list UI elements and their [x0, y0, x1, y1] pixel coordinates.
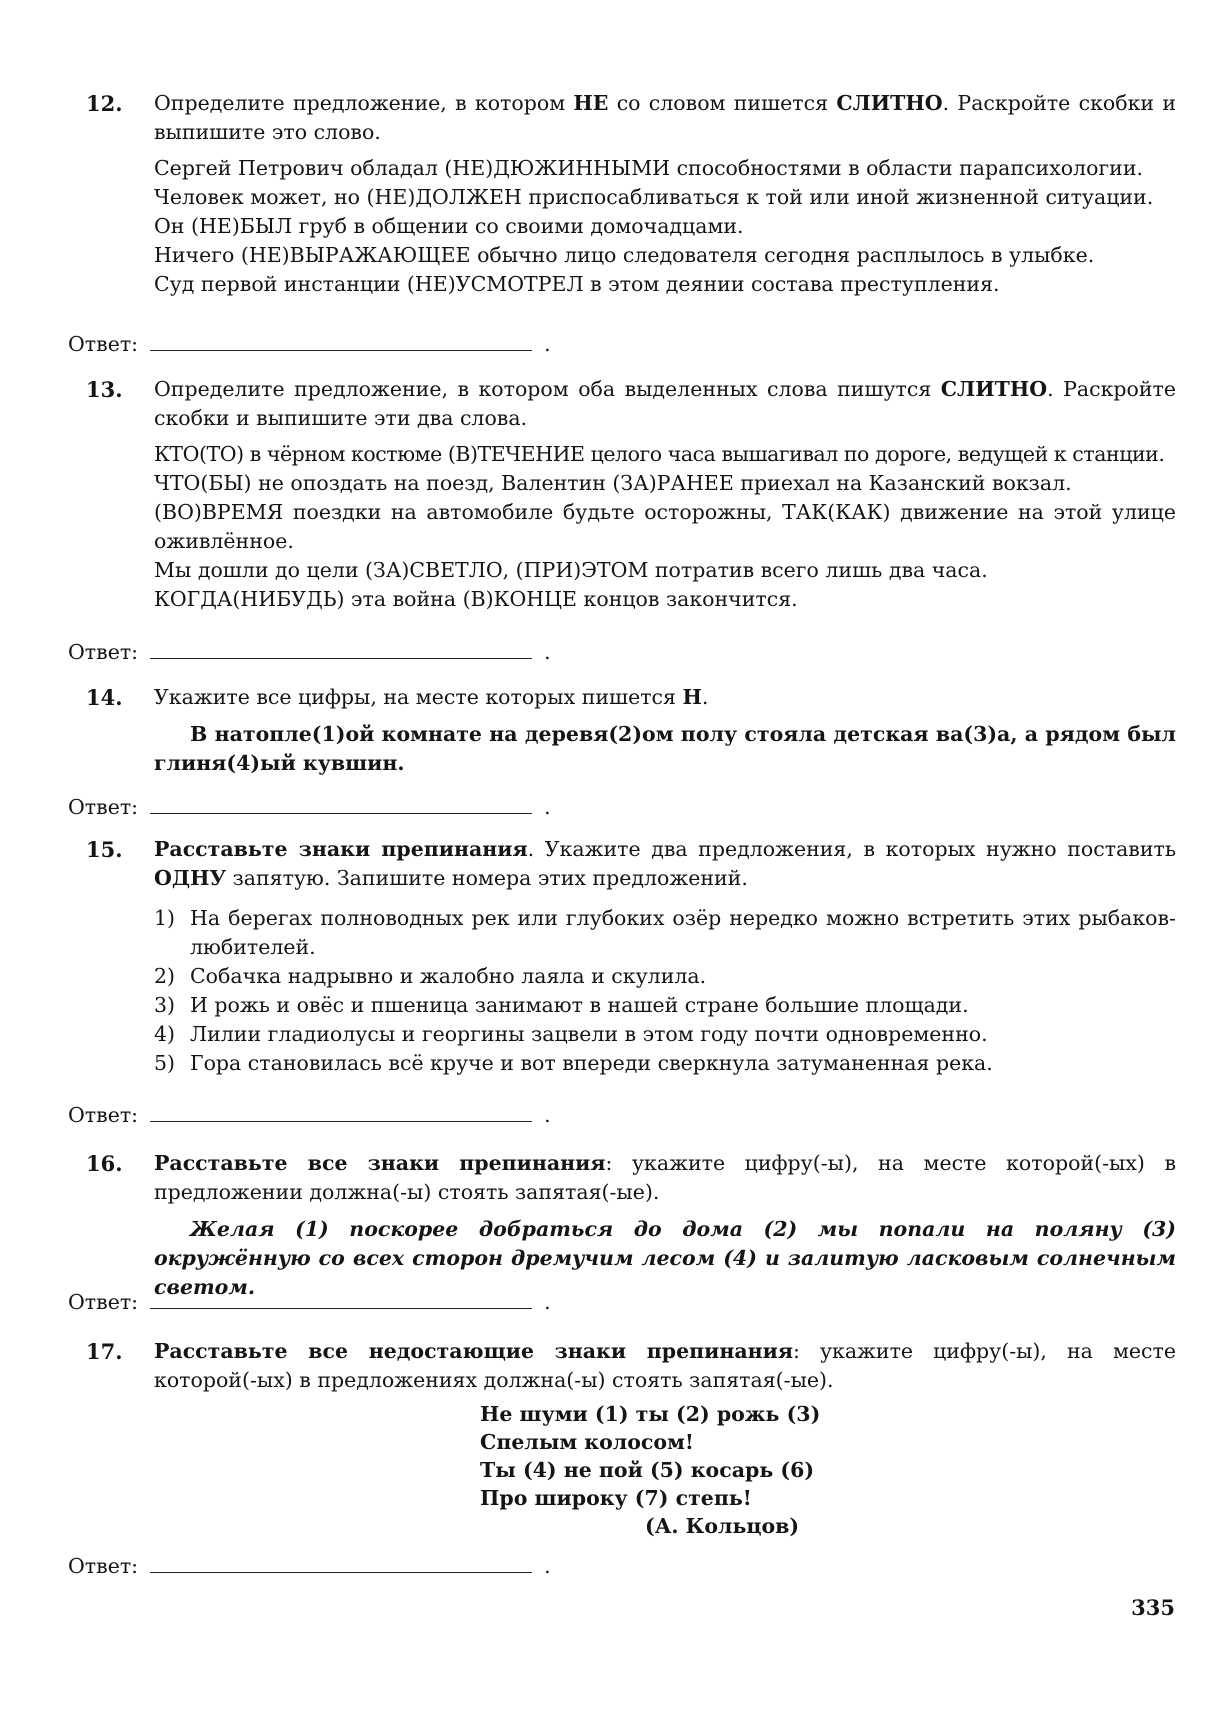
task-sentence: Мы дошли до цели (ЗА)СВЕТЛО, (ПРИ)ЭТОМ потратив всего лишь два часа.: [154, 558, 988, 582]
task-content: [154, 89, 1176, 299]
list-item: 4) Лилии гладиолусы и георгины зацвели в этом году почти одновременно.: [154, 1022, 988, 1046]
answer-label: Ответ:: [68, 795, 139, 819]
answer-line[interactable]: [150, 1286, 532, 1309]
answer-line[interactable]: [150, 791, 532, 814]
answer-field-13[interactable]: Ответ: .: [68, 636, 551, 667]
answer-line[interactable]: [150, 328, 532, 351]
task-instruction: Укажите все цифры, на месте которых пишется Н.: [154, 685, 709, 709]
verse-line: Про широку (7) степь!: [480, 1486, 752, 1510]
task-content: [154, 1337, 1176, 1395]
answer-label: Ответ:: [68, 1103, 139, 1127]
poem-verse: [480, 1400, 820, 1540]
answer-label: Ответ:: [68, 332, 139, 356]
answer-label: Ответ:: [68, 1290, 139, 1314]
task-sentence: Ничего (НЕ)ВЫРАЖАЮЩЕЕ обычно лицо следователя сегодня расплылось в улыбке.: [154, 243, 1095, 267]
list-item: 1) На берегах полноводных рек или глубоких озёр нередко можно встретить этих рыбаков-любителей.: [154, 906, 1176, 959]
task-number: 13.: [86, 377, 123, 402]
sentence-list: [154, 904, 1176, 1078]
answer-field-12[interactable]: Ответ: .: [68, 328, 551, 359]
task-sentence: КТО(ТО) в чёрном костюме (В)ТЕЧЕНИЕ целого часа вышагивал по дороге, ведущей к станции.: [154, 442, 1165, 466]
task-content: [154, 1149, 1176, 1302]
list-item: 3) И рожь и овёс и пшеница занимают в нашей стране большие площади.: [154, 993, 969, 1017]
task-sentence: Он (НЕ)БЫЛ груб в общении со своими домочадцами.: [154, 214, 744, 238]
task-instruction: Определите предложение, в котором НЕ со словом пишется СЛИТНО. Раскройте скобки и выпишите это слово.: [154, 91, 1176, 144]
task-number: 15.: [86, 837, 123, 862]
task-sentence: Суд первой инстанции (НЕ)УСМОТРЕЛ в этом деянии состава преступления.: [154, 272, 1000, 296]
task-content: [154, 375, 1176, 614]
task-sentence: Человек может, но (НЕ)ДОЛЖЕН приспосабливаться к той или иной жизненной ситуации.: [154, 185, 1154, 209]
verse-line: Не шуми (1) ты (2) рожь (3): [480, 1402, 821, 1426]
task-number: 12.: [86, 91, 123, 116]
task-sentence: Сергей Петрович обладал (НЕ)ДЮЖИННЫМИ способностями в области парапсихологии.: [154, 156, 1143, 180]
answer-field-14[interactable]: Ответ: .: [68, 791, 551, 822]
task-sentence: (ВО)ВРЕМЯ поездки на автомобиле будьте осторожны, ТАК(КАК) движение на этой улице оживлённое.: [154, 500, 1176, 553]
answer-line[interactable]: [150, 636, 532, 659]
task-sentence: ЧТО(БЫ) не опоздать на поезд, Валентин (ЗА)РАНЕЕ приехал на Казанский вокзал.: [154, 471, 1072, 495]
task-instruction: Определите предложение, в котором оба выделенных слова пишутся СЛИТНО. Раскройте скобки и выпишите эти два слова.: [154, 377, 1176, 430]
task-instruction: Расставьте знаки препинания. Укажите два предложения, в которых нужно поставить ОДНУ запятую. Запишите номера этих предложений.: [154, 837, 1176, 890]
answer-label: Ответ:: [68, 1554, 139, 1578]
task-sentence: КОГДА(НИБУДЬ) эта война (В)КОНЦЕ концов закончится.: [154, 587, 798, 611]
task-instruction: Расставьте все знаки препинания: укажите цифру(-ы), на месте которой(-ых) в предложении должна(-ы) стоять запятая(-ые).: [154, 1151, 1176, 1204]
list-item: 2) Собачка надрывно и жалобно лаяла и скулила.: [154, 964, 707, 988]
task-content: [154, 835, 1176, 1078]
task-number: 16.: [86, 1151, 123, 1176]
list-item: 5) Гора становилась всё круче и вот впереди сверкнула затуманенная река.: [154, 1051, 993, 1075]
task-text: В натопле(1)ой комнате на деревя(2)ом полу стояла детская ва(3)а, а рядом был глиня(4)ый кувшин.: [154, 722, 1176, 775]
task-content: [154, 683, 1176, 778]
answer-label: Ответ:: [68, 640, 139, 664]
verse-line: Спелым колосом!: [480, 1430, 694, 1454]
task-number: 17.: [86, 1339, 123, 1364]
task-number: 14.: [86, 685, 123, 710]
answer-line[interactable]: [150, 1550, 532, 1573]
poem-author: (А. Кольцов): [645, 1514, 800, 1538]
answer-field-17[interactable]: Ответ: .: [68, 1550, 551, 1581]
answer-field-15[interactable]: Ответ: .: [68, 1099, 551, 1130]
task-instruction: Расставьте все недостающие знаки препинания: укажите цифру(-ы), на месте которой(-ых) в предложениях должна(-ы) стоять запятая(-ые).: [154, 1339, 1176, 1392]
verse-line: Ты (4) не пой (5) косарь (6): [480, 1458, 815, 1482]
answer-line[interactable]: [150, 1099, 532, 1122]
answer-field-16[interactable]: Ответ: .: [68, 1286, 551, 1317]
page-number: 335: [1131, 1595, 1175, 1620]
task-text: Желая (1) поскорее добраться до дома (2) мы попали на поляну (3) окружённую со всех сторон дремучим лесом (4) и залитую ласковым солнечным светом.: [154, 1217, 1176, 1299]
